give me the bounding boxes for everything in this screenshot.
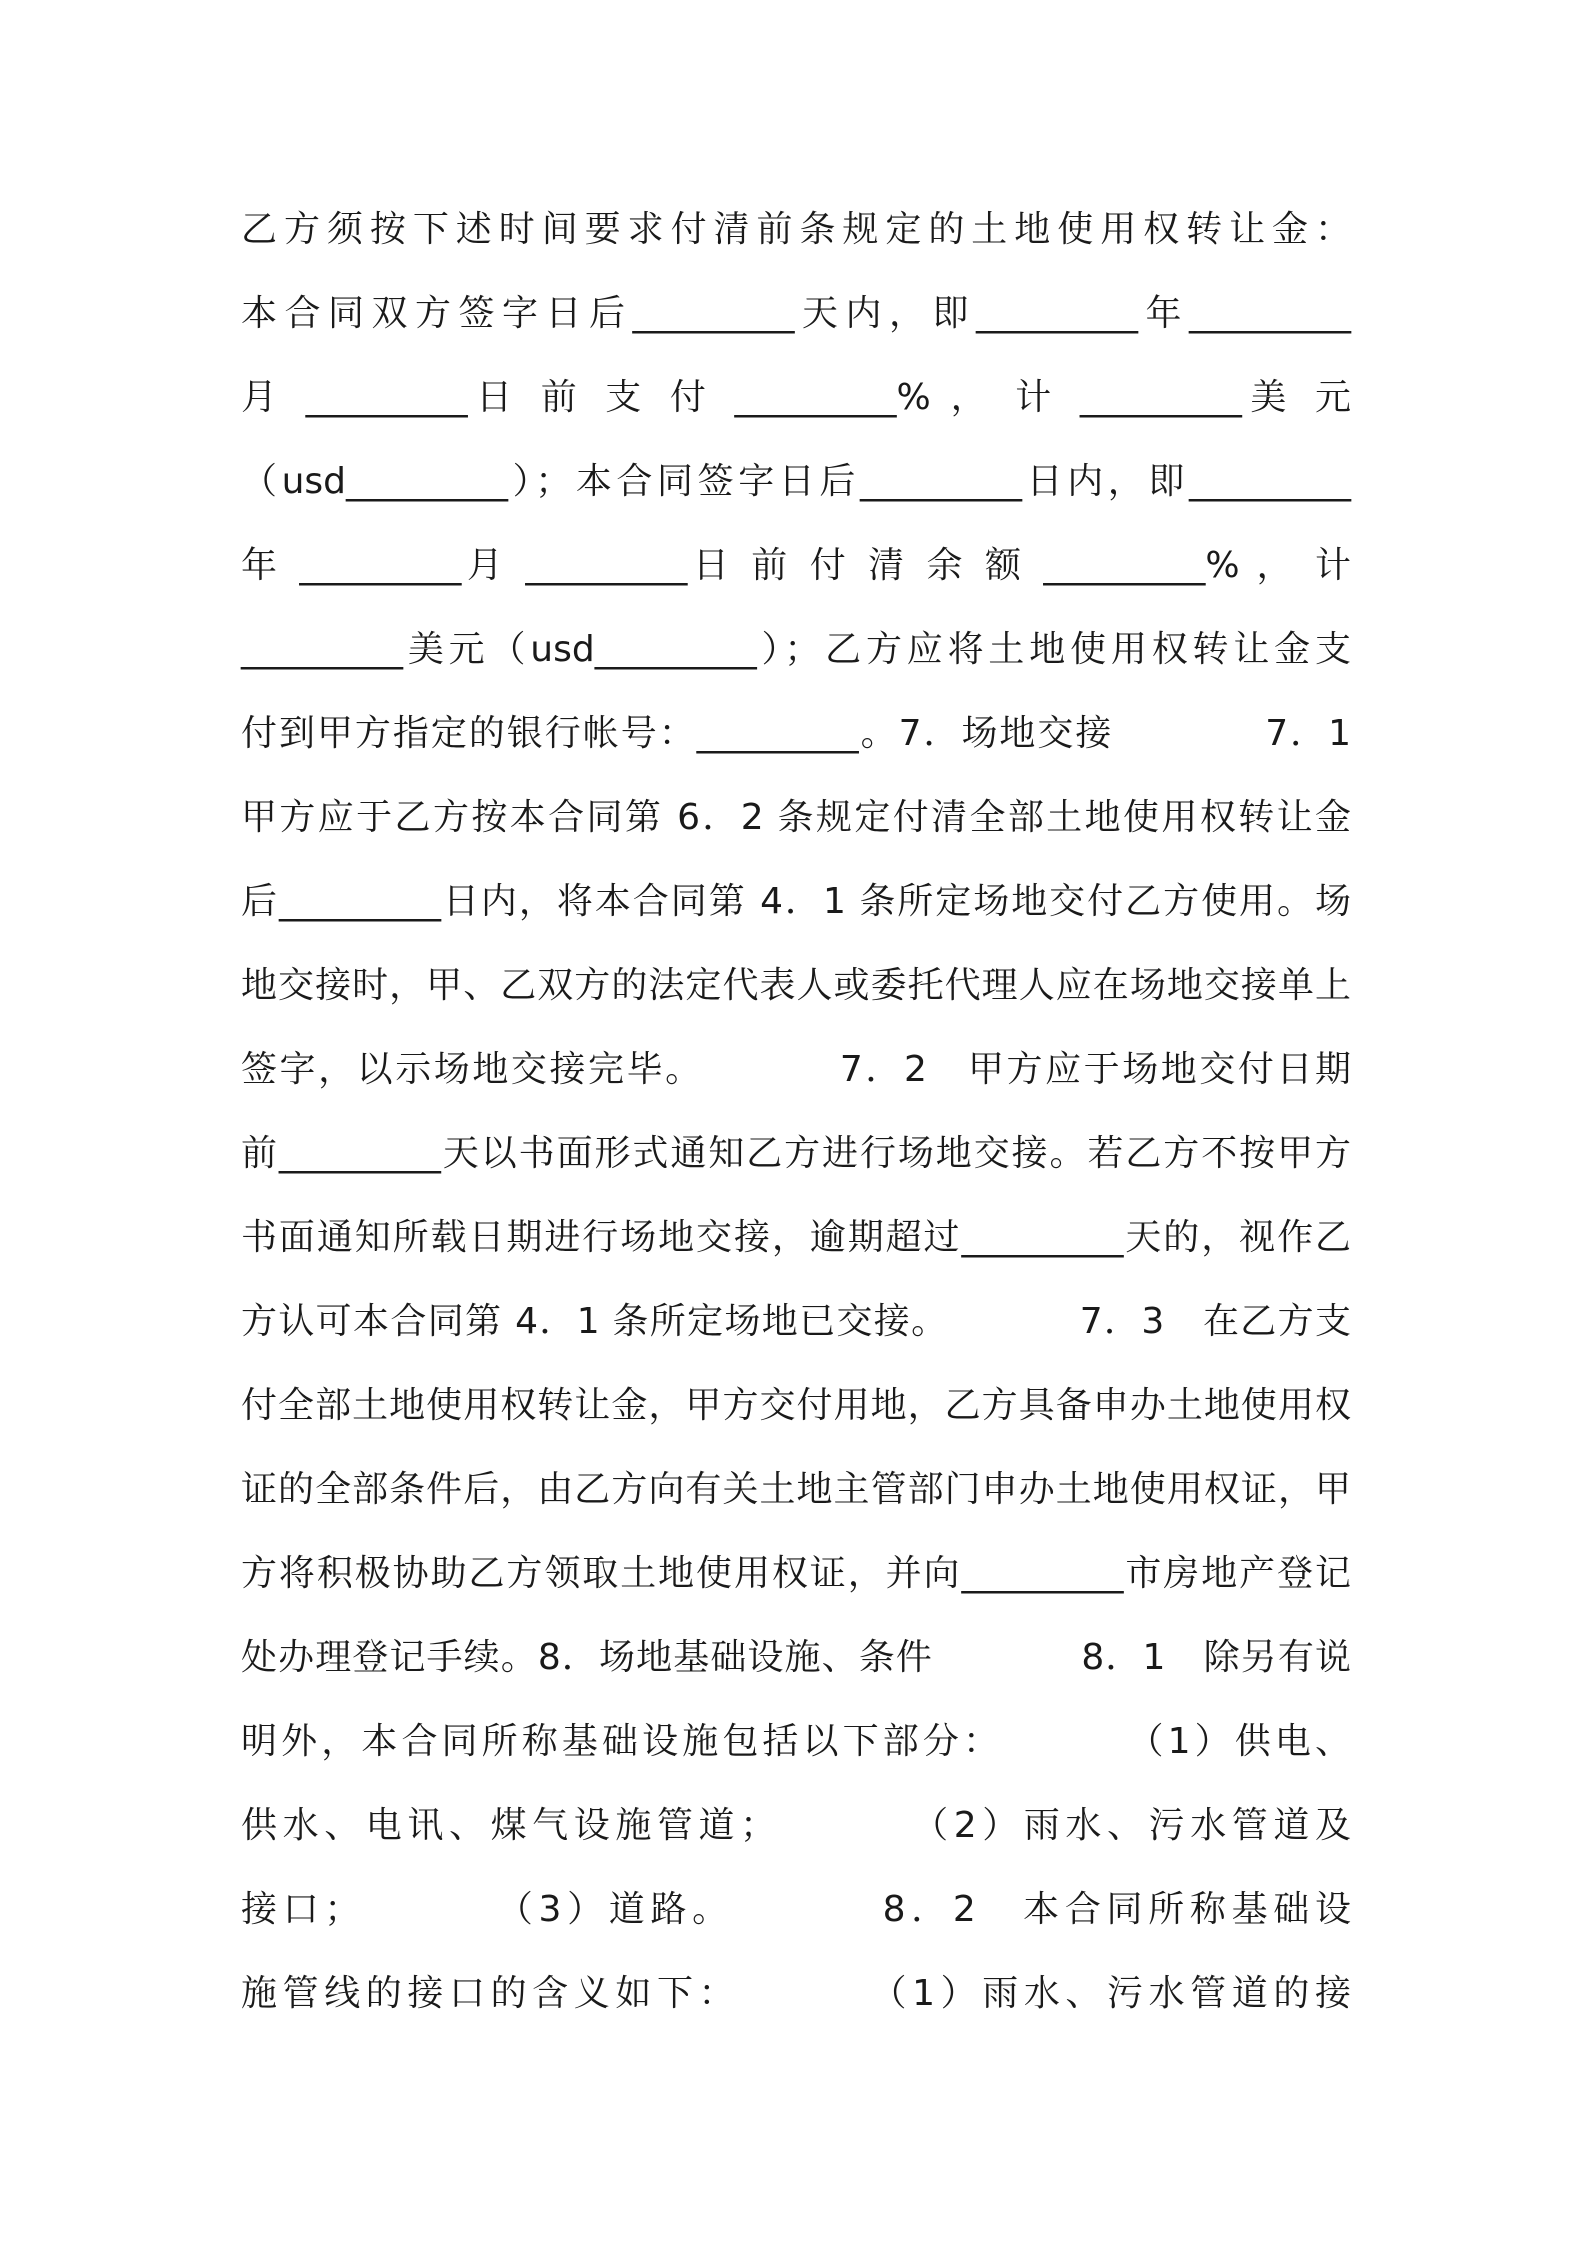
text-line: 地交接时，甲、乙双方的法定代表人或委托代理人应在场地交接单上 — [241, 965, 1351, 1006]
text-line: 前_________天以书面形式通知乙方进行场地交接。若乙方不按甲方 — [241, 1133, 1351, 1174]
text-line: 处办理登记手续。8．场地基础设施、条件 8．1 除另有说 — [241, 1637, 1351, 1678]
text-line: 方认可本合同第 4．1 条所定场地已交接。 7．3 在乙方支 — [241, 1301, 1351, 1342]
text-line: 方将积极协助乙方领取土地使用权证，并向_________市房地产登记 — [241, 1553, 1351, 1594]
text-line: 接口； （3）道路。 8．2 本合同所称基础设 — [241, 1889, 1351, 1930]
text-line: 月 _________日 前 支 付 _________% ， 计 _________美 元 — [241, 377, 1351, 418]
text-line: 付全部土地使用权转让金，甲方交付用地，乙方具备申办土地使用权 — [241, 1385, 1351, 1426]
text-line: 后_________日内，将本合同第 4．1 条所定场地交付乙方使用。场 — [241, 881, 1351, 922]
text-line: 本合同双方签字日后_________天内，即_________年_________ — [241, 293, 1351, 334]
text-line: 年 _________月 _________日 前 付 清 余 额 _________% ， 计 — [241, 545, 1351, 586]
text-line: _________美元（usd_________）；乙方应将土地使用权转让金支 — [241, 629, 1351, 670]
text-line: 付到甲方指定的银行帐号：_________。7．场地交接 7．1 — [241, 713, 1351, 754]
text-line: 乙方须按下述时间要求付清前条规定的土地使用权转让金： — [241, 209, 1351, 250]
text-line: 甲方应于乙方按本合同第 6．2 条规定付清全部土地使用权转让金 — [241, 797, 1351, 838]
text-line: 签字，以示场地交接完毕。 7．2 甲方应于场地交付日期 — [241, 1049, 1351, 1090]
text-line: 供水、电讯、煤气设施管道； （2）雨水、污水管道及 — [241, 1805, 1351, 1846]
text-line: 施管线的接口的含义如下： （1）雨水、污水管道的接 — [241, 1973, 1351, 2014]
text-line: 书面通知所载日期进行场地交接，逾期超过_________天的，视作乙 — [241, 1217, 1351, 1258]
text-line: 证的全部条件后，由乙方向有关土地主管部门申办土地使用权证，甲 — [241, 1469, 1351, 1510]
text-line: 明外，本合同所称基础设施包括以下部分： （1）供电、 — [241, 1721, 1351, 1762]
text-line: （usd_________）；本合同签字日后_________日内，即_________ — [241, 461, 1351, 502]
